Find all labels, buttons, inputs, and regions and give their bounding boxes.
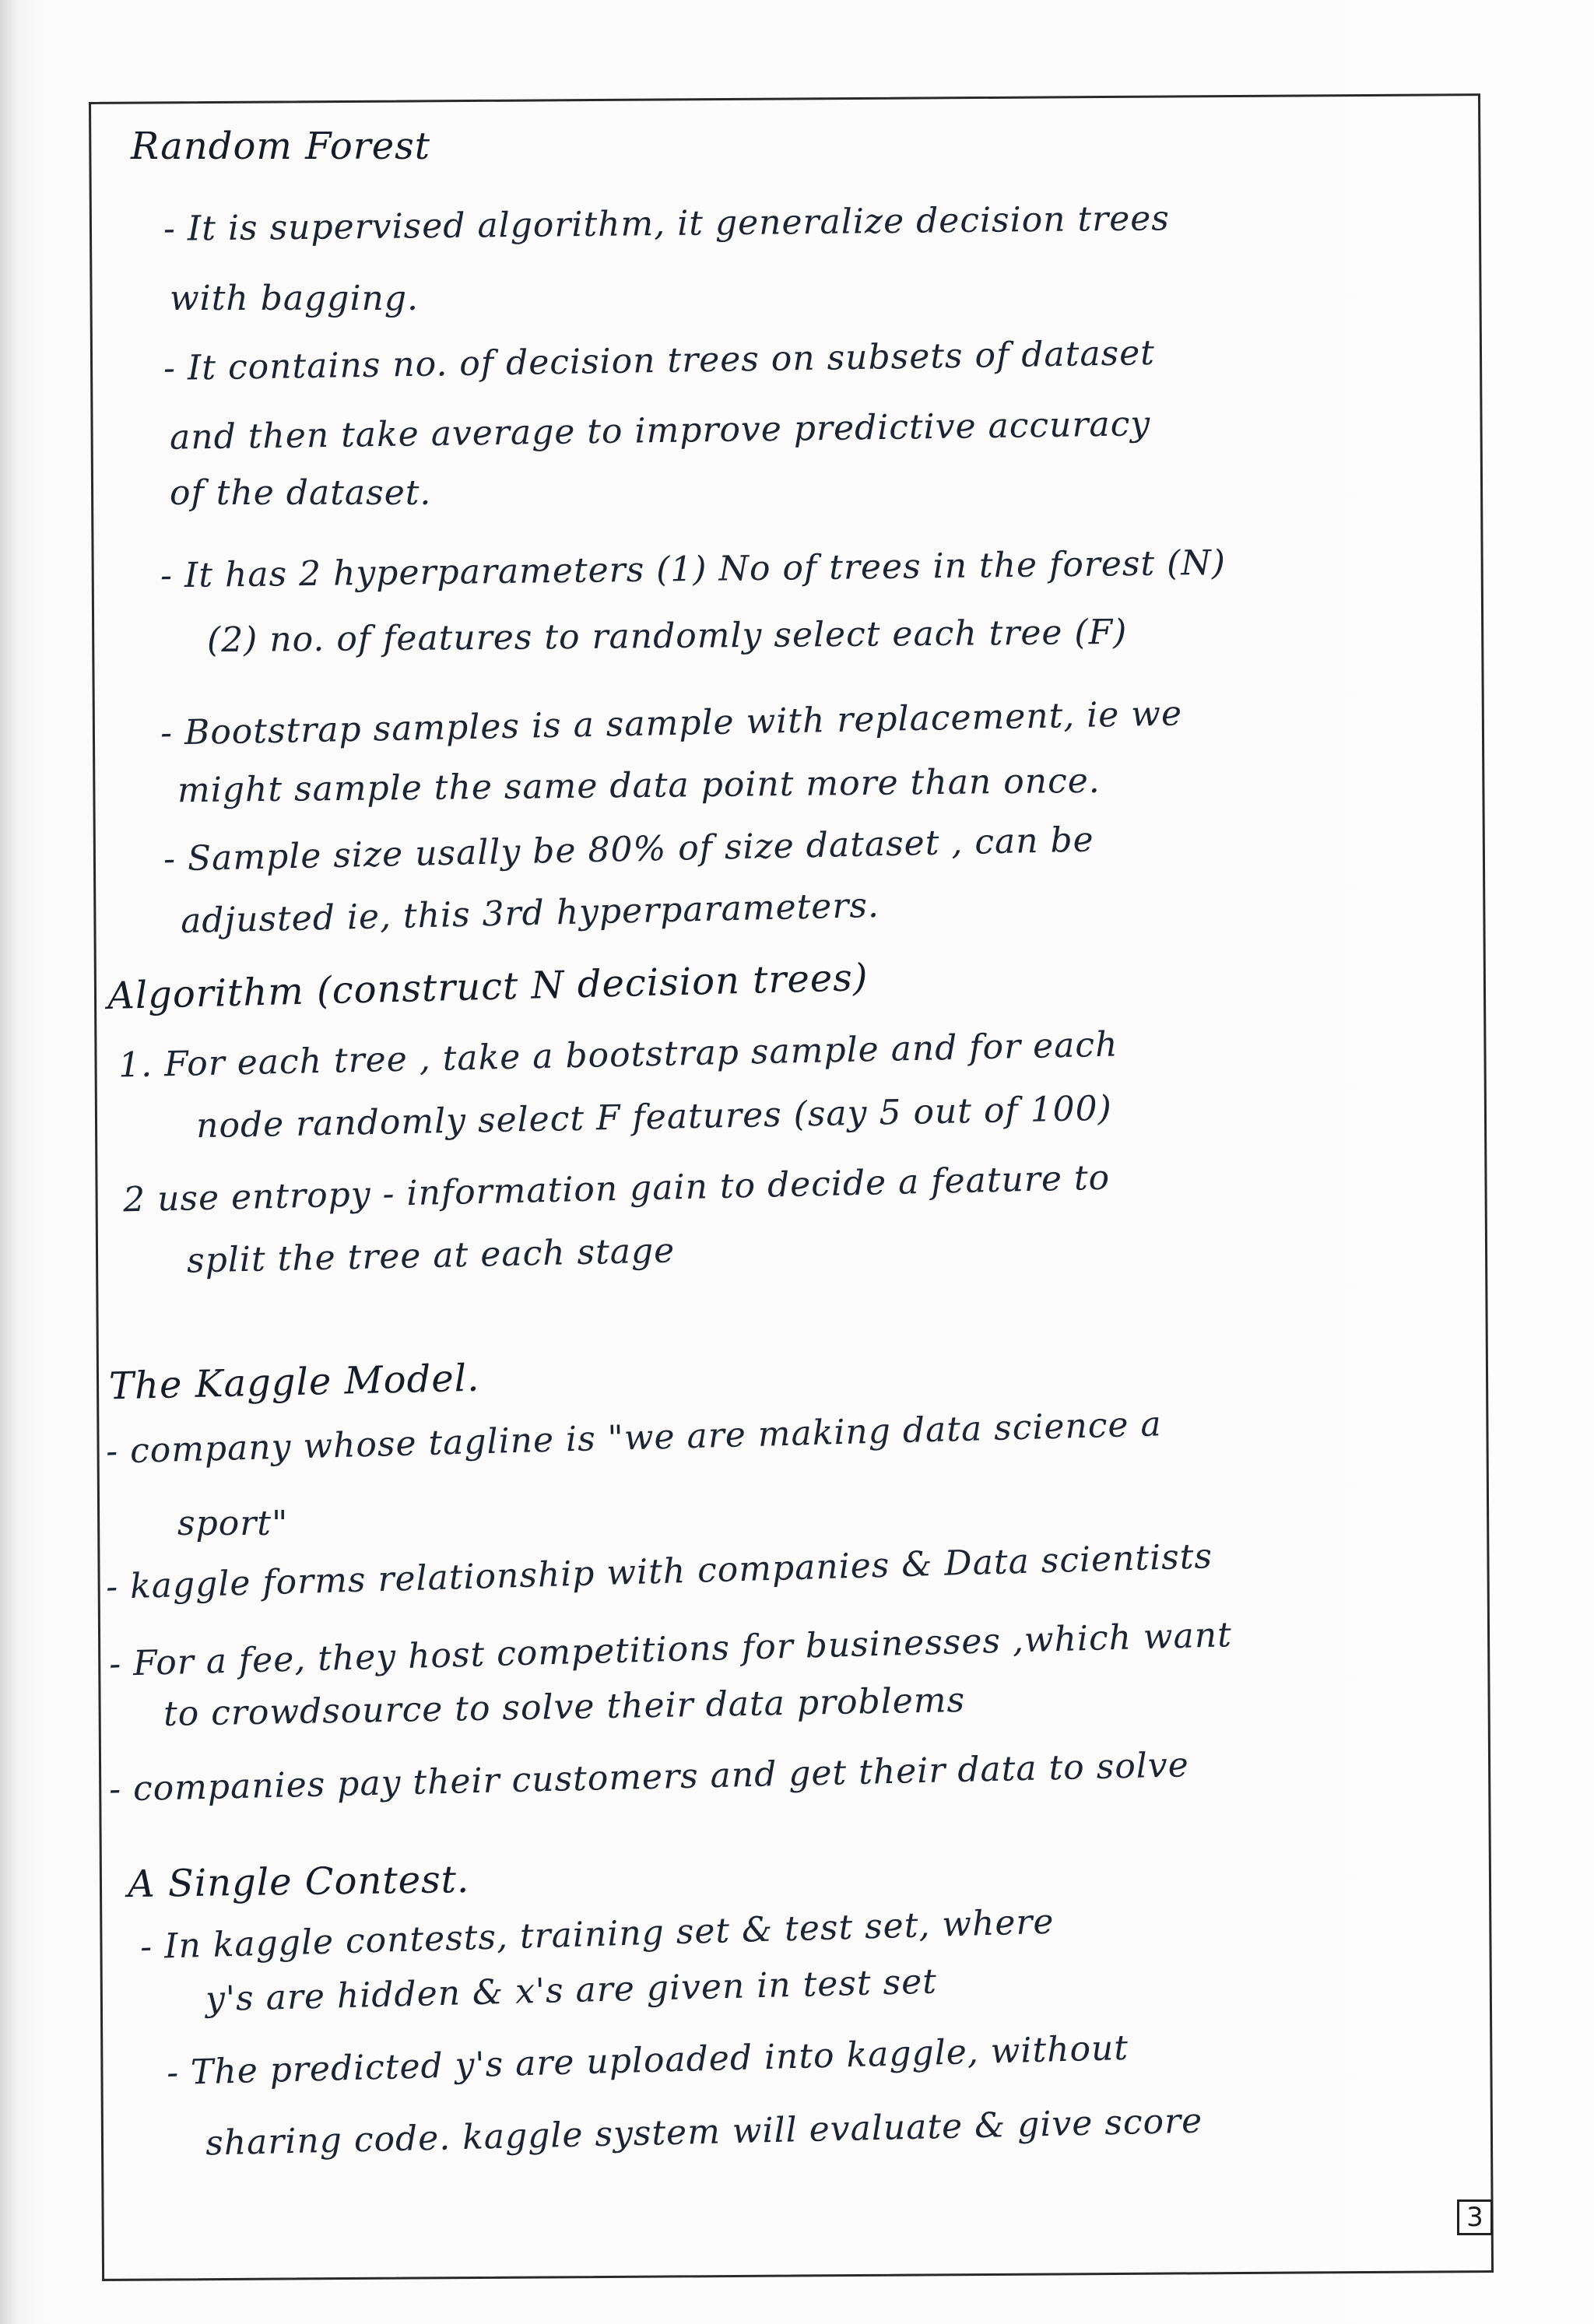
note-line: sport" (177, 1504, 289, 1543)
note-line: to crowdsource to solve their data problems (163, 1680, 966, 1734)
section-heading-algorithm: Algorithm (construct N decision trees) (107, 956, 869, 1018)
note-line: 1. For each tree , take a bootstrap sample and for each (118, 1024, 1118, 1086)
note-line: - Sample size usally be 80% of size dataset , can be (163, 820, 1095, 879)
note-line: - company whose tagline is "we are making data science a (105, 1404, 1163, 1472)
note-line: - For a fee, they host competitions for businesses ,which want (108, 1615, 1233, 1684)
note-line: of the dataset. (170, 473, 432, 513)
section-heading-random-forest: Random Forest (131, 125, 431, 168)
note-line: with bagging. (170, 279, 420, 318)
note-line: and then take average to improve predictive accuracy (169, 404, 1151, 458)
note-line: y's are hidden & x's are given in test set (205, 1961, 938, 2020)
note-line: sharing code. kaggle system will evaluate & give score (205, 2101, 1203, 2164)
note-line: might sample the same data point more than once. (177, 760, 1101, 811)
note-line: - kaggle forms relationship with companies & Data scientists (105, 1536, 1213, 1607)
note-line: - It is supervised algorithm, it generalize decision trees (163, 198, 1171, 249)
note-line: - It contains no. of decision trees on subsets of dataset (163, 332, 1156, 389)
note-line: - It has 2 hyperparameters (1) No of trees in the forest (N) (160, 542, 1227, 596)
note-line: - In kaggle contests, training set & test set, where (139, 1901, 1055, 1968)
page-number-box: 3 (1457, 2199, 1493, 2235)
section-heading-single-contest: A Single Contest. (127, 1857, 470, 1907)
note-line: adjusted ie, this 3rd hyperparameters. (180, 885, 880, 942)
section-heading-kaggle-model: The Kaggle Model. (108, 1356, 480, 1409)
note-line: (2) no. of features to randomly select each tree (F) (206, 612, 1128, 661)
note-line: split the tree at each stage (186, 1230, 676, 1281)
note-line: 2 use entropy - information gain to decide a feature to (122, 1157, 1111, 1220)
note-line: - companies pay their customers and get their data to solve (108, 1745, 1190, 1810)
note-line: - The predicted y's are uploaded into kaggle, without (166, 2027, 1129, 2094)
note-line: node randomly select F features (say 5 out of 100) (195, 1088, 1113, 1146)
note-line: - Bootstrap samples is a sample with replacement, ie we (160, 693, 1183, 753)
